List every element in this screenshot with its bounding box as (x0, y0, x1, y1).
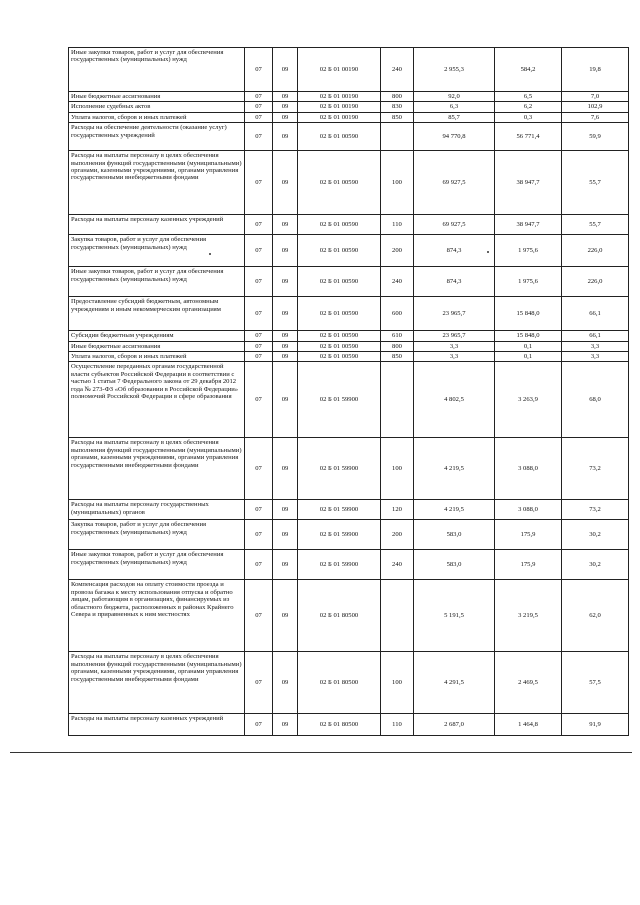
table-row (69, 151, 629, 215)
expense-type-cell: 240 (381, 550, 414, 580)
executed-amount-cell: 3 088,0 (495, 438, 562, 500)
plan-amount-cell: 69 927,5 (414, 151, 495, 215)
table-row (69, 112, 629, 122)
plan-amount-cell: 69 927,5 (414, 215, 495, 235)
plan-amount-cell: 6,3 (414, 102, 495, 112)
executed-amount-cell: 38 947,7 (495, 151, 562, 215)
subsection-code-cell: 09 (273, 112, 298, 122)
table-row (69, 341, 629, 351)
target-article-cell: 02 Б 01 00590 (298, 267, 381, 297)
execution-percent-cell: 66,1 (562, 297, 629, 331)
section-code-cell: 07 (245, 123, 273, 151)
expense-name-cell: Расходы на выплаты персоналу казенных учреждений (69, 714, 245, 736)
target-article-cell: 02 Б 01 00590 (298, 123, 381, 151)
target-article-cell: 02 Б 01 00590 (298, 352, 381, 362)
execution-percent-cell: 55,7 (562, 151, 629, 215)
subsection-code-cell: 09 (273, 235, 298, 267)
subsection-code-cell: 09 (273, 297, 298, 331)
section-code-cell: 07 (245, 500, 273, 520)
target-article-cell: 02 Б 01 00190 (298, 112, 381, 122)
subsection-code-cell: 09 (273, 438, 298, 500)
expense-type-cell: 850 (381, 112, 414, 122)
section-code-cell: 07 (245, 102, 273, 112)
plan-amount-cell: 2 955,3 (414, 48, 495, 92)
expense-type-cell: 200 (381, 235, 414, 267)
expense-name-cell: Расходы на выплаты персоналу в целях обеспечения выполнения функций государственными (муниципальными) органами, казенными учреждениями, органами управления государственными внебюджетными фондами (69, 151, 245, 215)
table-row (69, 215, 629, 235)
executed-amount-cell: 6,2 (495, 102, 562, 112)
plan-amount-cell: 4 802,5 (414, 362, 495, 438)
execution-percent-cell: 226,0 (562, 235, 629, 267)
plan-amount-cell: 874,3 (414, 235, 495, 267)
expense-type-cell: 110 (381, 215, 414, 235)
target-article-cell: 02 Б 01 80500 (298, 714, 381, 736)
expense-name-cell: Иные бюджетные ассигнования (69, 341, 245, 351)
section-code-cell: 07 (245, 112, 273, 122)
plan-amount-cell: 5 191,5 (414, 580, 495, 652)
execution-percent-cell: 57,5 (562, 652, 629, 714)
execution-percent-cell: 30,2 (562, 520, 629, 550)
executed-amount-cell: 175,9 (495, 550, 562, 580)
subsection-code-cell: 09 (273, 362, 298, 438)
expense-type-cell: 100 (381, 652, 414, 714)
section-code-cell: 07 (245, 550, 273, 580)
section-code-cell: 07 (245, 580, 273, 652)
expense-type-cell (381, 580, 414, 652)
subsection-code-cell: 09 (273, 102, 298, 112)
expense-name-cell: Уплата налогов, сборов и иных платежей (69, 352, 245, 362)
table-row (69, 652, 629, 714)
executed-amount-cell: 56 771,4 (495, 123, 562, 151)
expense-type-cell: 100 (381, 438, 414, 500)
target-article-cell: 02 Б 01 80500 (298, 580, 381, 652)
subsection-code-cell: 09 (273, 92, 298, 102)
executed-amount-cell: 175,9 (495, 520, 562, 550)
section-code-cell: 07 (245, 331, 273, 341)
subsection-code-cell: 09 (273, 215, 298, 235)
table-row (69, 714, 629, 736)
subsection-code-cell: 09 (273, 331, 298, 341)
expense-name-cell: Закупка товаров, работ и услуг для обеспечения государственных (муниципальных) нужд (69, 520, 245, 550)
executed-amount-cell: 3 219,5 (495, 580, 562, 652)
subsection-code-cell: 09 (273, 714, 298, 736)
target-article-cell: 02 Б 01 00590 (298, 341, 381, 351)
expense-name-cell: Расходы на выплаты персоналу государственных (муниципальных) органов (69, 500, 245, 520)
execution-percent-cell: 3,3 (562, 352, 629, 362)
execution-percent-cell: 55,7 (562, 215, 629, 235)
execution-percent-cell: 30,2 (562, 550, 629, 580)
execution-percent-cell: 73,2 (562, 500, 629, 520)
expense-name-cell: Расходы на выплаты персоналу в целях обеспечения выполнения функций государственными (муниципальными) органами, казенными учреждениями, органами управления государственными внебюджетными фондами (69, 438, 245, 500)
section-code-cell: 07 (245, 652, 273, 714)
executed-amount-cell: 584,2 (495, 48, 562, 92)
table-row (69, 48, 629, 92)
execution-percent-cell: 3,3 (562, 341, 629, 351)
execution-percent-cell: 102,9 (562, 102, 629, 112)
section-code-cell: 07 (245, 235, 273, 267)
section-code-cell: 07 (245, 297, 273, 331)
expense-type-cell: 830 (381, 102, 414, 112)
target-article-cell: 02 Б 01 59900 (298, 520, 381, 550)
executed-amount-cell: 1 975,6 (495, 235, 562, 267)
execution-percent-cell: 7,0 (562, 92, 629, 102)
plan-amount-cell: 3,3 (414, 341, 495, 351)
plan-amount-cell: 4 219,5 (414, 438, 495, 500)
subsection-code-cell: 09 (273, 500, 298, 520)
expense-name-cell: Иные закупки товаров, работ и услуг для обеспечения государственных (муниципальных) нужд (69, 267, 245, 297)
target-article-cell: 02 Б 01 59900 (298, 550, 381, 580)
expense-type-cell: 240 (381, 267, 414, 297)
target-article-cell: 02 Б 01 00590 (298, 297, 381, 331)
table-row (69, 352, 629, 362)
target-article-cell: 02 Б 01 00590 (298, 235, 381, 267)
expense-type-cell: 800 (381, 341, 414, 351)
target-article-cell: 02 Б 01 00590 (298, 151, 381, 215)
executed-amount-cell: 6,5 (495, 92, 562, 102)
plan-amount-cell: 3,3 (414, 352, 495, 362)
table-row (69, 123, 629, 151)
target-article-cell: 02 Б 01 00590 (298, 331, 381, 341)
section-code-cell: 07 (245, 438, 273, 500)
subsection-code-cell: 09 (273, 341, 298, 351)
expense-type-cell: 100 (381, 151, 414, 215)
plan-amount-cell: 874,3 (414, 267, 495, 297)
plan-amount-cell: 23 965,7 (414, 297, 495, 331)
execution-percent-cell: 91,9 (562, 714, 629, 736)
table-row (69, 102, 629, 112)
section-code-cell: 07 (245, 341, 273, 351)
target-article-cell: 02 Б 01 59900 (298, 362, 381, 438)
expense-type-cell: 110 (381, 714, 414, 736)
execution-percent-cell: 7,6 (562, 112, 629, 122)
executed-amount-cell: 3 263,9 (495, 362, 562, 438)
expense-name-cell: Расходы на обеспечение деятельности (оказание услуг) государственных учреждений (69, 123, 245, 151)
scan-speck (487, 251, 489, 253)
subsection-code-cell: 09 (273, 352, 298, 362)
expense-name-cell: Закупка товаров, работ и услуг для обеспечения государственных (муниципальных) нужд (69, 235, 245, 267)
section-code-cell: 07 (245, 215, 273, 235)
table-row (69, 550, 629, 580)
execution-percent-cell: 59,9 (562, 123, 629, 151)
section-code-cell: 07 (245, 714, 273, 736)
table-row (69, 362, 629, 438)
expense-type-cell (381, 123, 414, 151)
plan-amount-cell: 4 219,5 (414, 500, 495, 520)
executed-amount-cell: 0,1 (495, 341, 562, 351)
plan-amount-cell: 23 965,7 (414, 331, 495, 341)
section-code-cell: 07 (245, 520, 273, 550)
table-row (69, 520, 629, 550)
table-row (69, 92, 629, 102)
plan-amount-cell: 94 770,8 (414, 123, 495, 151)
section-code-cell: 07 (245, 267, 273, 297)
executed-amount-cell: 15 848,0 (495, 331, 562, 341)
table-row (69, 500, 629, 520)
expense-name-cell: Компенсация расходов на оплату стоимости проезда и провоза багажа к месту использования отпуска и обратно лицам, работающим в организациях, финансируемых из областного бюджета, расположенных в районах Крайнего Севера и приравненных к ним местностях (69, 580, 245, 652)
executed-amount-cell: 2 469,5 (495, 652, 562, 714)
expense-name-cell: Расходы на выплаты персоналу казенных учреждений (69, 215, 245, 235)
expense-name-cell: Исполнение судебных актов (69, 102, 245, 112)
execution-percent-cell: 226,0 (562, 267, 629, 297)
target-article-cell: 02 Б 01 59900 (298, 500, 381, 520)
execution-percent-cell: 62,0 (562, 580, 629, 652)
target-article-cell: 02 Б 01 00190 (298, 92, 381, 102)
section-code-cell: 07 (245, 151, 273, 215)
target-article-cell: 02 Б 01 00190 (298, 48, 381, 92)
expense-name-cell: Субсидии бюджетным учреждениям (69, 331, 245, 341)
executed-amount-cell: 15 848,0 (495, 297, 562, 331)
expense-name-cell: Предоставление субсидий бюджетным, автономным учреждениям и иным некоммерческим организациям (69, 297, 245, 331)
section-code-cell: 07 (245, 92, 273, 102)
plan-amount-cell: 4 291,5 (414, 652, 495, 714)
target-article-cell: 02 Б 01 59900 (298, 438, 381, 500)
expense-type-cell: 240 (381, 48, 414, 92)
executed-amount-cell: 38 947,7 (495, 215, 562, 235)
expense-type-cell: 200 (381, 520, 414, 550)
executed-amount-cell: 0,3 (495, 112, 562, 122)
plan-amount-cell: 583,0 (414, 520, 495, 550)
subsection-code-cell: 09 (273, 550, 298, 580)
expense-type-cell: 850 (381, 352, 414, 362)
expense-type-cell: 600 (381, 297, 414, 331)
target-article-cell: 02 Б 01 00190 (298, 102, 381, 112)
subsection-code-cell: 09 (273, 48, 298, 92)
expense-name-cell: Иные бюджетные ассигнования (69, 92, 245, 102)
expense-name-cell: Иные закупки товаров, работ и услуг для обеспечения государственных (муниципальных) нужд (69, 550, 245, 580)
expense-type-cell (381, 362, 414, 438)
scan-speck (209, 253, 211, 255)
page-bottom-rule (10, 752, 632, 753)
target-article-cell: 02 Б 01 00590 (298, 215, 381, 235)
plan-amount-cell: 583,0 (414, 550, 495, 580)
expense-type-cell: 800 (381, 92, 414, 102)
expense-type-cell: 120 (381, 500, 414, 520)
subsection-code-cell: 09 (273, 267, 298, 297)
plan-amount-cell: 85,7 (414, 112, 495, 122)
section-code-cell: 07 (245, 362, 273, 438)
plan-amount-cell: 2 687,0 (414, 714, 495, 736)
table-row (69, 580, 629, 652)
subsection-code-cell: 09 (273, 580, 298, 652)
budget-execution-table (68, 47, 629, 736)
subsection-code-cell: 09 (273, 151, 298, 215)
executed-amount-cell: 1 464,8 (495, 714, 562, 736)
subsection-code-cell: 09 (273, 652, 298, 714)
table-row (69, 267, 629, 297)
section-code-cell: 07 (245, 352, 273, 362)
section-code-cell: 07 (245, 48, 273, 92)
execution-percent-cell: 19,8 (562, 48, 629, 92)
table-row (69, 297, 629, 331)
plan-amount-cell: 92,0 (414, 92, 495, 102)
executed-amount-cell: 1 975,6 (495, 267, 562, 297)
executed-amount-cell: 0,1 (495, 352, 562, 362)
subsection-code-cell: 09 (273, 520, 298, 550)
expense-name-cell: Расходы на выплаты персоналу в целях обеспечения выполнения функций государственными (муниципальными) органами, казенными учреждениями, органами управления государственными внебюджетными фондами (69, 652, 245, 714)
execution-percent-cell: 68,0 (562, 362, 629, 438)
table-row (69, 331, 629, 341)
execution-percent-cell: 66,1 (562, 331, 629, 341)
expense-name-cell: Осуществление переданных органам государственной власти субъектов Российской Федерации в соответствии с частью 1 статьи 7 Федерального закона от 29 декабря 2012 года № 273-ФЗ «Об образовании в Российской Федерации» полномочий Российской Федерации в сфере образования (69, 362, 245, 438)
expense-name-cell: Уплата налогов, сборов и иных платежей (69, 112, 245, 122)
executed-amount-cell: 3 088,0 (495, 500, 562, 520)
expense-name-cell: Иные закупки товаров, работ и услуг для обеспечения государственных (муниципальных) нужд (69, 48, 245, 92)
expense-type-cell: 610 (381, 331, 414, 341)
table-row (69, 438, 629, 500)
table-row (69, 235, 629, 267)
target-article-cell: 02 Б 01 80500 (298, 652, 381, 714)
subsection-code-cell: 09 (273, 123, 298, 151)
execution-percent-cell: 73,2 (562, 438, 629, 500)
